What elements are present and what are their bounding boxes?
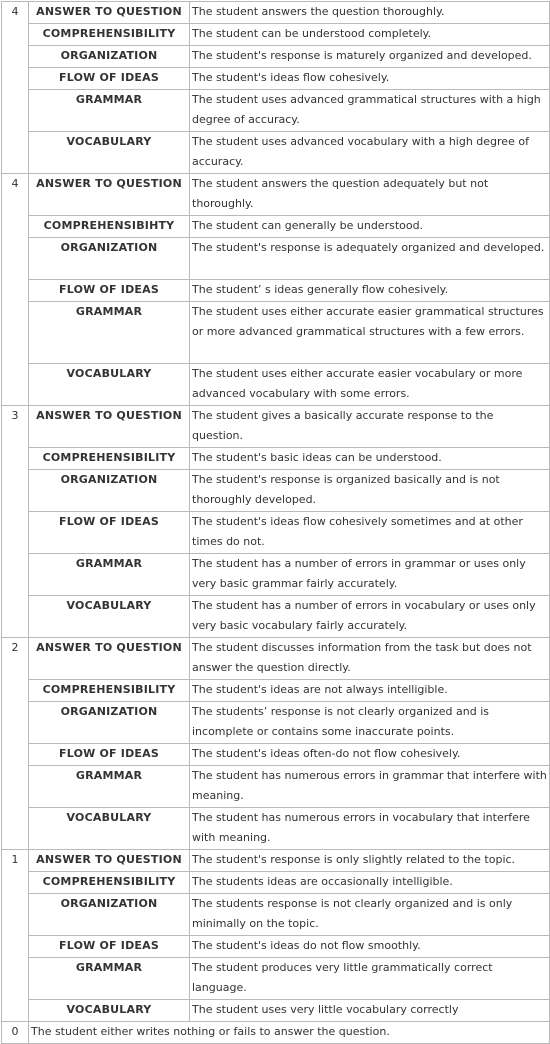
criterion-cell: FLOW OF IDEAS <box>29 280 190 302</box>
rubric-row <box>2 596 550 638</box>
description-cell: The student discusses information from the task but does not answer the question directly. <box>190 638 550 680</box>
description-cell: The student answers the question adequately but not thoroughly. <box>190 174 550 216</box>
description-cell: The students response is not clearly organized and is only minimally on the topic. <box>190 894 550 936</box>
description-cell: The student's response is adequately organized and developed. <box>190 238 550 280</box>
description-cell: The student has a number of errors in grammar or uses only very basic grammar fairly accurately. <box>190 554 550 596</box>
description-cell: The student's response is organized basically and is not thoroughly developed. <box>190 470 550 512</box>
criterion-cell: ORGANIZATION <box>29 46 190 68</box>
rubric-row <box>2 364 550 406</box>
criterion-cell: ANSWER TO QUESTION <box>29 2 190 24</box>
criterion-cell: ANSWER TO QUESTION <box>29 850 190 872</box>
rubric-row <box>2 744 550 766</box>
description-cell: The student's response is maturely organized and developed. <box>190 46 550 68</box>
rubric-row <box>2 1000 550 1022</box>
score-cell: 0 <box>2 1022 29 1044</box>
rubric-row <box>2 850 550 872</box>
score-cell: 4 <box>2 174 29 406</box>
description-cell: The student has numerous errors in grammar that interfere with meaning. <box>190 766 550 808</box>
rubric-row <box>2 680 550 702</box>
criterion-cell: COMPREHENSIBIHTY <box>29 216 190 238</box>
criterion-cell: COMPREHENSIBILITY <box>29 872 190 894</box>
criterion-cell: ORGANIZATION <box>29 238 190 280</box>
criterion-cell: GRAMMAR <box>29 90 190 132</box>
criterion-cell: ORGANIZATION <box>29 702 190 744</box>
rubric-row <box>2 638 550 680</box>
description-cell: The student has numerous errors in vocabulary that interfere with meaning. <box>190 808 550 850</box>
rubric-row <box>2 936 550 958</box>
description-cell: The student's ideas are not always intelligible. <box>190 680 550 702</box>
criterion-cell: COMPREHENSIBILITY <box>29 24 190 46</box>
score-cell: 1 <box>2 850 29 1022</box>
rubric-row <box>2 470 550 512</box>
description-cell: The student answers the question thoroughly. <box>190 2 550 24</box>
rubric-row <box>2 238 550 280</box>
description-cell: The student's ideas flow cohesively sometimes and at other times do not. <box>190 512 550 554</box>
description-cell: The student uses very little vocabulary correctly <box>190 1000 550 1022</box>
rubric-row <box>2 174 550 216</box>
criterion-cell: ANSWER TO QUESTION <box>29 406 190 448</box>
description-cell: The student uses advanced grammatical structures with a high degree of accuracy. <box>190 90 550 132</box>
description-cell: The student's basic ideas can be understood. <box>190 448 550 470</box>
criterion-cell: GRAMMAR <box>29 302 190 364</box>
rubric-row <box>2 406 550 448</box>
rubric-row <box>2 302 550 364</box>
rubric-row <box>2 702 550 744</box>
criterion-cell: FLOW OF IDEAS <box>29 744 190 766</box>
criterion-cell: COMPREHENSIBILITY <box>29 680 190 702</box>
rubric-row <box>2 554 550 596</box>
score-cell: 2 <box>2 638 29 850</box>
rubric-row <box>2 872 550 894</box>
rubric-row <box>2 808 550 850</box>
criterion-cell: ANSWER TO QUESTION <box>29 174 190 216</box>
criterion-cell: FLOW OF IDEAS <box>29 936 190 958</box>
rubric-row <box>2 24 550 46</box>
criterion-cell: GRAMMAR <box>29 958 190 1000</box>
criterion-cell: VOCABULARY <box>29 1000 190 1022</box>
rubric-row <box>2 766 550 808</box>
scoring-rubric-table <box>1 1 550 1044</box>
criterion-cell: FLOW OF IDEAS <box>29 512 190 554</box>
rubric-row <box>2 132 550 174</box>
description-cell: The student either writes nothing or fails to answer the question. <box>29 1022 550 1044</box>
rubric-row <box>2 512 550 554</box>
description-cell: The students ideas are occasionally intelligible. <box>190 872 550 894</box>
rubric-row <box>2 280 550 302</box>
score-cell: 4 <box>2 2 29 174</box>
criterion-cell: VOCABULARY <box>29 596 190 638</box>
criterion-cell: VOCABULARY <box>29 132 190 174</box>
rubric-row <box>2 68 550 90</box>
description-cell: The student gives a basically accurate response to the question. <box>190 406 550 448</box>
description-cell: The student uses either accurate easier grammatical structures or more advanced grammatical structures with a few errors. <box>190 302 550 364</box>
criterion-cell: COMPREHENSIBILITY <box>29 448 190 470</box>
rubric-row <box>2 448 550 470</box>
description-cell: The student's response is only slightly related to the topic. <box>190 850 550 872</box>
description-cell: The student can be understood completely. <box>190 24 550 46</box>
rubric-row <box>2 958 550 1000</box>
description-cell: The student's ideas flow cohesively. <box>190 68 550 90</box>
criterion-cell: FLOW OF IDEAS <box>29 68 190 90</box>
rubric-row <box>2 2 550 24</box>
score-cell: 3 <box>2 406 29 638</box>
criterion-cell: GRAMMAR <box>29 766 190 808</box>
criterion-cell: GRAMMAR <box>29 554 190 596</box>
criterion-cell: VOCABULARY <box>29 364 190 406</box>
rubric-row <box>2 216 550 238</box>
description-cell: The student’ s ideas generally flow cohesively. <box>190 280 550 302</box>
criterion-cell: VOCABULARY <box>29 808 190 850</box>
description-cell: The student uses advanced vocabulary with a high degree of accuracy. <box>190 132 550 174</box>
rubric-row-zero <box>2 1022 550 1044</box>
description-cell: The student uses either accurate easier vocabulary or more advanced vocabulary with some errors. <box>190 364 550 406</box>
criterion-cell: ORGANIZATION <box>29 470 190 512</box>
description-cell: The student's ideas often-do not flow cohesively. <box>190 744 550 766</box>
description-cell: The student's ideas do not flow smoothly. <box>190 936 550 958</box>
description-cell: The student produces very little grammatically correct language. <box>190 958 550 1000</box>
rubric-row <box>2 894 550 936</box>
description-cell: The student can generally be understood. <box>190 216 550 238</box>
rubric-row <box>2 46 550 68</box>
description-cell: The students’ response is not clearly organized and is incomplete or contains some inaccurate points. <box>190 702 550 744</box>
description-cell: The student has a number of errors in vocabulary or uses only very basic vocabulary fairly accurately. <box>190 596 550 638</box>
criterion-cell: ANSWER TO QUESTION <box>29 638 190 680</box>
criterion-cell: ORGANIZATION <box>29 894 190 936</box>
rubric-row <box>2 90 550 132</box>
